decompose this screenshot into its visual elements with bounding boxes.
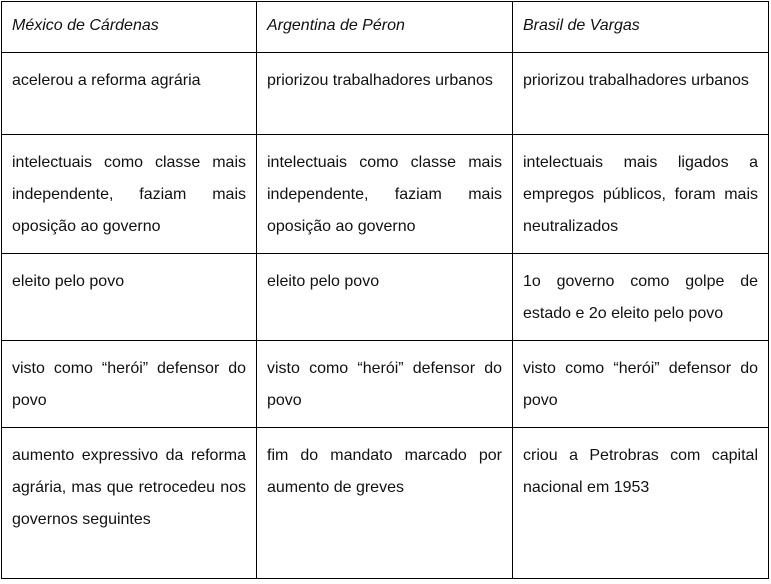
table-cell: acelerou a reforma agrária [2,53,257,135]
table-row [2,135,769,254]
table-cell: priorizou trabalhadores urbanos [257,53,513,135]
table-row [2,53,769,135]
table-cell: fim do mandato marcado por aumento de greves [257,428,513,579]
table-cell: criou a Petrobras com capital nacional em 1953 [513,428,769,579]
table-cell: 1o governo como golpe de estado e 2o eleito pelo povo [513,254,769,341]
table-cell: intelectuais como classe mais independente, faziam mais oposição ao governo [2,135,257,254]
table-row [2,341,769,428]
table-cell: aumento expressivo da reforma agrária, mas que retrocedeu nos governos seguintes [2,428,257,579]
table-cell: eleito pelo povo [2,254,257,341]
header-brasil: Brasil de Vargas [513,2,769,53]
header-mexico: México de Cárdenas [2,2,257,53]
table-cell: eleito pelo povo [257,254,513,341]
comparison-table [1,1,769,579]
table-cell: visto como “herói” defensor do povo [257,341,513,428]
table-row [2,428,769,579]
table-cell: visto como “herói” defensor do povo [2,341,257,428]
table-cell: intelectuais mais ligados a empregos públicos, foram mais neutralizados [513,135,769,254]
table-row [2,254,769,341]
table-cell: intelectuais como classe mais independente, faziam mais oposição ao governo [257,135,513,254]
table-cell: visto como “herói” defensor do povo [513,341,769,428]
header-argentina: Argentina de Péron [257,2,513,53]
table-cell: priorizou trabalhadores urbanos [513,53,769,135]
header-row [2,2,769,53]
